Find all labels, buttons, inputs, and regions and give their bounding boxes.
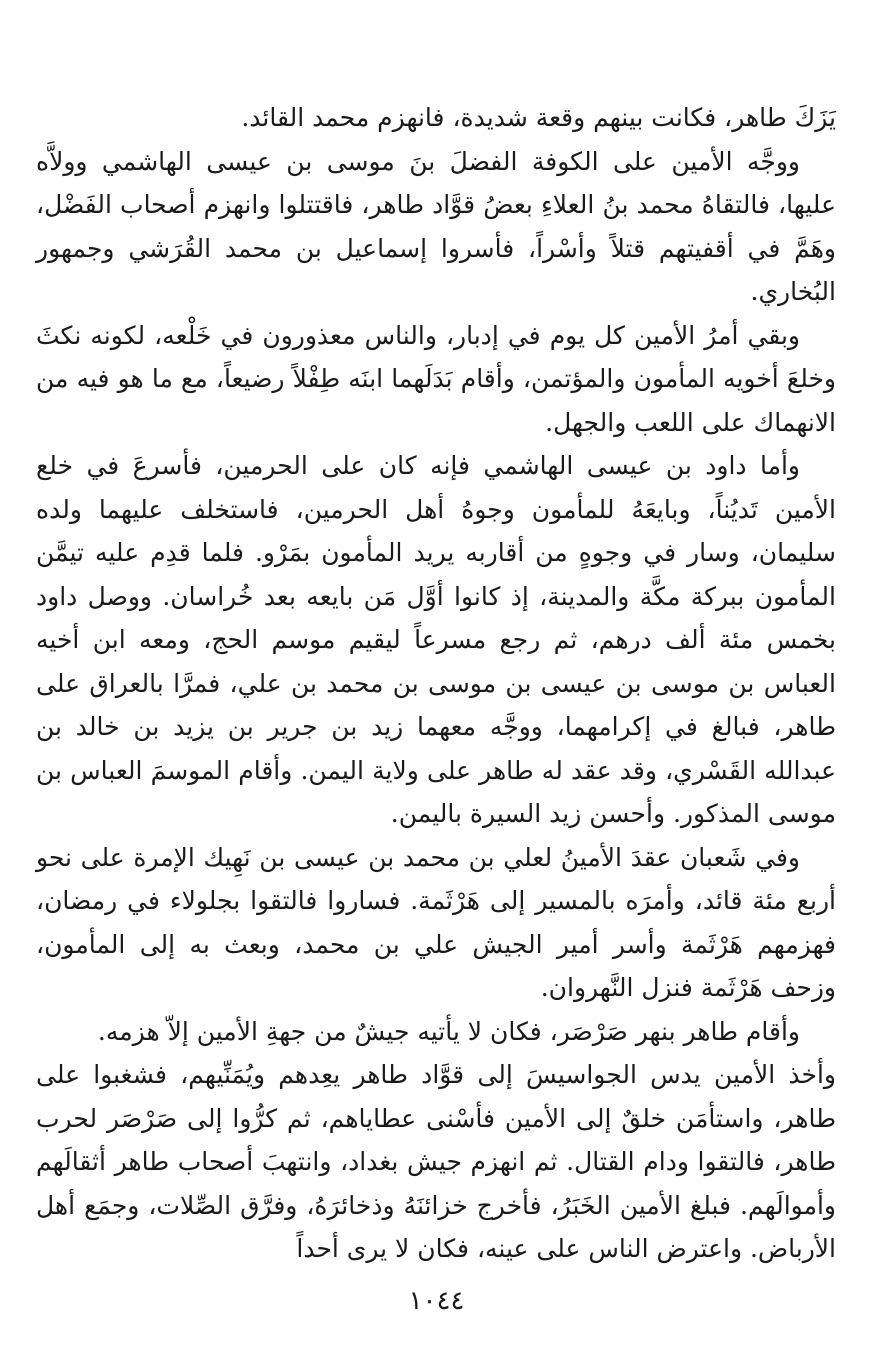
page-number: ١٠٤٤ [408, 1286, 465, 1316]
page-body [36, 96, 836, 1271]
paragraph-2: ووجَّه الأمين على الكوفة الفضلَ بنَ موسى بن عيسى الهاشمي وولاَّه عليها، فالتقاهُ محمد بنُ العلاءِ بعضُ قوَّاد طاهر، فاقتتلوا وانهزم أصحاب الفَضْل، وهَمَّ في أقفيتهم قتلاً وأسْراً، فأسروا إسماعيل بن محمد القُرَشي وجمهور البُخاري. [36, 146, 836, 306]
paragraph-4: وأما داود بن عيسى الهاشمي فإنه كان على الحرمين، فأسرعَ في خلع الأمين تَديُناً، وبايعَهُ للمأمون وجوهُ أهل الحرمين، فاستخلف عليهما ولده سليمان، وسار في وجوهٍ من أقاربه يريد المأمون بمَرْو. فلما قدِم عليه تيمَّن المأمون ببركة مكَّة والمدينة، إذ كانوا أوَّل مَن بايعه بعد خُراسان. ووصل داود بخمس مئة ألف درهم، ثم رجع مسرعاً ليقيم موسم الحج، ومعه ابن أخيه العباس بن موسى بن عيسى بن موسى بن محمد بن علي، فمرَّا بالعراق على طاهر، فبالغ في إكرامهما، ووجَّه معهما زيد بن جرير بن يزيد بن خالد بن عبدالله القَسْري، وقد عقد له طاهر على ولاية اليمن. وأقام الموسمَ العباس بن موسى المذكور. وأحسن زيد السيرة باليمن. [36, 451, 836, 828]
paragraph-1: يَزَكَ طاهر، فكانت بينهم وقعة شديدة، فانهزم محمد القائد. [241, 103, 836, 132]
paragraph-3: وبقي أمرُ الأمين كل يوم في إدبار، والناس معذورون في خَلْعه، لكونه نكثَ وخلعَ أخويه المأمون والمؤتمن، وأقام بَدَلَهما ابنَه طِفْلاً رضيعاً، مع ما هو فيه من الانهماك على اللعب والجهل. [36, 320, 836, 437]
paragraph-6: وأقام طاهر بنهر صَرْصَر، فكان لا يأتيه جيشٌ من جهةِ الأمين إلاّ هزمه. [97, 1016, 800, 1046]
paragraph-5: وفي شَعبان عقدَ الأمينُ لعلي بن محمد بن عيسى بن نَهِيك الإمرة على نحو أربع مئة قائد، وأمرَه بالمسير إلى هَرْثَمة. فساروا فالتقوا بجلولاء في رمضان، فهزمهم هَرْثَمة وأسر أمير الجيش علي بن محمد، وبعث به إلى المأمون، وزحف هَرْثَمة فنزل النَّهروان. [36, 842, 836, 1002]
paragraph-7: وأخذ الأمين يدس الجواسيسَ إلى قوَّاد طاهر يعِدهم ويُمَنِّيهم، فشغبوا على طاهر، واستأمَن خلقٌ إلى الأمين فأسْنى عطاياهم، ثم كرُّوا إلى صَرْصَر لحرب طاهر، فالتقوا ودام القتال. ثم انهزم جيش بغداد، وانتهبَ أصحاب طاهر أثقالَهم وأموالَهم. فبلغ الأمين الخَبَرُ، فأخرج خزائنَهُ وذخائرَهُ، وفرَّق الصِّلات، وجمَع أهل الأرباض. واعترض الناس على عينه، فكان لا يرى أحداً [36, 1060, 836, 1263]
